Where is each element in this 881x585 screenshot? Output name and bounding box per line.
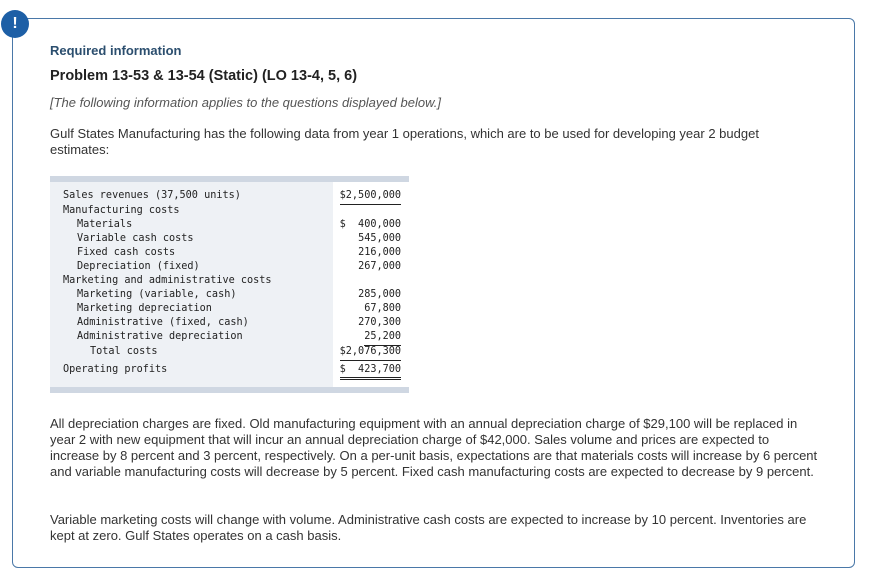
row-value: 216,000: [358, 247, 401, 258]
row-value: $2,076,300: [340, 345, 401, 361]
table-bottom-bar: [50, 387, 409, 393]
row-value: $2,500,000: [340, 189, 401, 205]
table-row: [50, 302, 409, 316]
table-row: [50, 363, 409, 377]
row-label: Depreciation (fixed): [77, 261, 200, 272]
intro-paragraph: Gulf States Manufacturing has the following data from year 1 operations, which are to be used for developing year 2 budget estimates:: [50, 126, 759, 157]
table-row: [50, 274, 409, 288]
table-row: [50, 260, 409, 274]
row-label: Marketing (variable, cash): [77, 289, 237, 300]
row-label: Total costs: [90, 346, 158, 357]
row-value: 285,000: [358, 289, 401, 300]
table-row: [50, 288, 409, 302]
row-label: Marketing and administrative costs: [63, 275, 272, 286]
row-label: Variable cash costs: [77, 233, 194, 244]
row-label: Operating profits: [63, 364, 168, 375]
assumptions-paragraph: All depreciation charges are fixed. Old manufacturing equipment with an annual depreciation charge of $29,100 will be replaced in year 2 with new equipment that will incur an annual depreciation charge of $42,000. Sales volume and prices are expected to increase by 8 percent and 3 percent, respectively. On a per-unit basis, expectations are that materials costs will increase by 6 percent and variable manufacturing costs will decrease by 5 percent. Fixed cash manufacturing costs are expected to decrease by 9 percent.: [50, 416, 818, 479]
applies-note: [The following information applies to the questions displayed below.]: [50, 95, 441, 110]
table-row: [50, 246, 409, 260]
row-label: Fixed cash costs: [77, 247, 176, 258]
row-value: 25,200: [364, 330, 401, 346]
required-information-heading: Required information: [50, 43, 182, 58]
table-row: [50, 189, 409, 203]
alert-icon: !: [1, 10, 29, 38]
row-value: $ 400,000: [339, 219, 401, 230]
table-row: [50, 232, 409, 246]
row-label: Administrative depreciation: [77, 331, 243, 342]
problem-title: Problem 13-53 & 13-54 (Static) (LO 13-4, 5, 6): [50, 68, 358, 84]
table-row: [50, 218, 409, 232]
financial-statement-table: [50, 176, 409, 393]
row-label: Administrative (fixed, cash): [77, 317, 249, 328]
table-row: [50, 316, 409, 330]
table-row: [50, 204, 409, 218]
row-value: 270,300: [358, 317, 401, 328]
row-label: Marketing depreciation: [77, 303, 212, 314]
row-label: Manufacturing costs: [63, 205, 180, 216]
row-value: $ 423,700: [340, 363, 401, 380]
table-row: [50, 330, 409, 344]
row-value: 67,800: [364, 303, 401, 314]
row-value: 267,000: [358, 261, 401, 272]
additional-assumptions-paragraph: Variable marketing costs will change with volume. Administrative cash costs are expected to increase by 10 percent. Inventories are kept at zero. Gulf States operates on a cash basis.: [50, 512, 807, 543]
row-label: Sales revenues (37,500 units): [63, 190, 241, 201]
row-value: 545,000: [358, 233, 401, 244]
table-row: [50, 345, 409, 359]
row-label: Materials: [77, 219, 133, 230]
